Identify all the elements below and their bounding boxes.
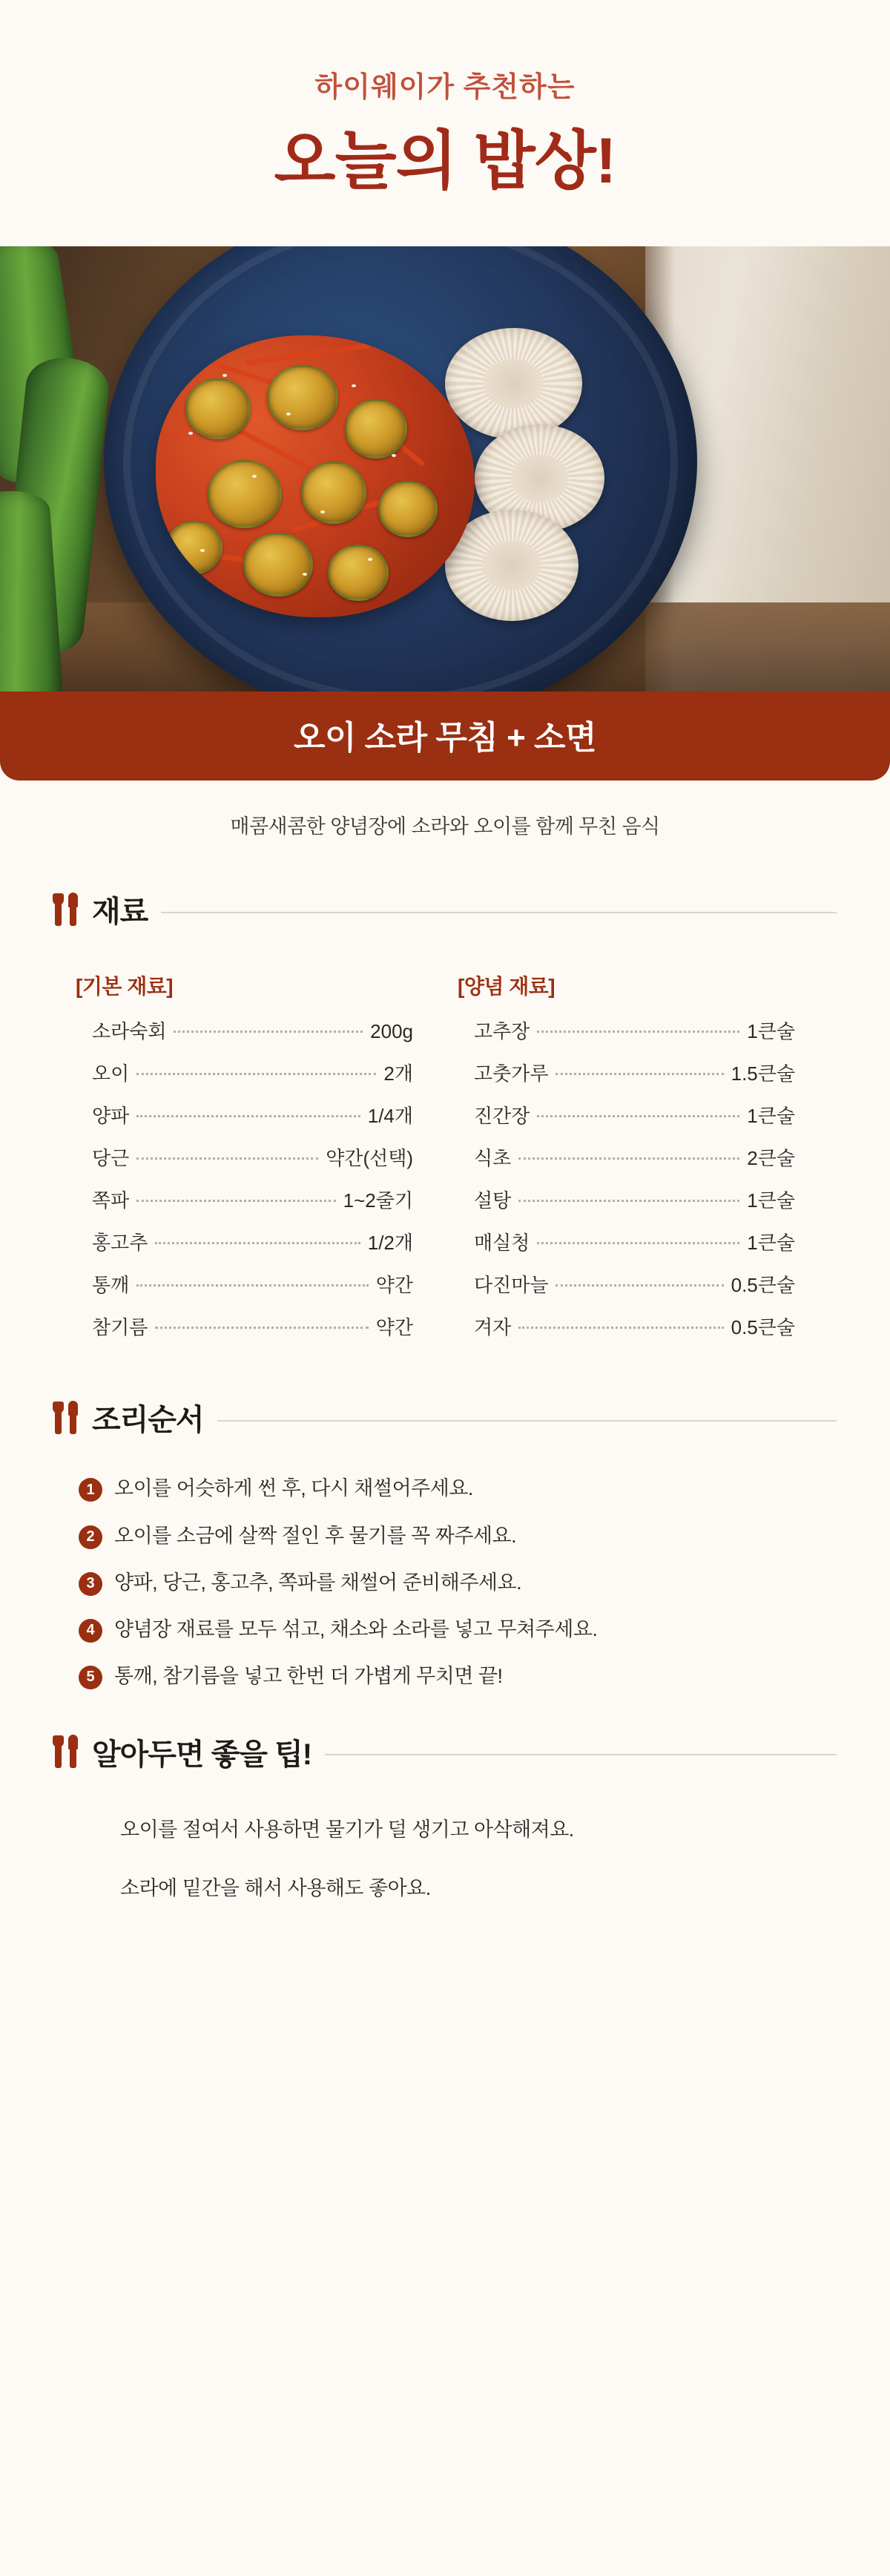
ingredient-name: 쪽파 xyxy=(92,1189,130,1212)
ingredient-name: 소라숙회 xyxy=(92,1020,167,1043)
fork-knife-icon xyxy=(53,893,79,926)
steps-list xyxy=(53,1446,837,1689)
ingredient-row xyxy=(474,1312,795,1340)
page-title: 오늘의 밥상! xyxy=(274,125,616,197)
step-item xyxy=(79,1476,811,1502)
ingredient-amount: 1/2개 xyxy=(367,1232,413,1255)
ingredient-amount: 200g xyxy=(370,1020,413,1043)
ingredient-row xyxy=(474,1228,795,1255)
ingredient-amount: 2큰술 xyxy=(747,1147,795,1170)
step-item xyxy=(79,1663,811,1689)
step-text: 양파, 당근, 홍고추, 쪽파를 채썰어 준비해주세요. xyxy=(114,1571,522,1594)
step-number: 1 xyxy=(79,1478,102,1502)
ingredient-group-seasoning xyxy=(458,970,795,1355)
tips-heading xyxy=(53,1731,837,1773)
ingredient-row xyxy=(474,1101,795,1128)
ingredient-amount: 1.5큰술 xyxy=(731,1062,795,1085)
divider xyxy=(161,912,837,913)
step-item xyxy=(79,1617,811,1643)
leader-dots xyxy=(518,1157,739,1160)
ingredient-name: 설탕 xyxy=(474,1189,512,1212)
ingredient-row xyxy=(92,1143,413,1171)
leader-dots xyxy=(556,1073,723,1075)
ingredient-row xyxy=(474,1270,795,1298)
ingredient-name: 양파 xyxy=(92,1105,130,1128)
ingredient-name: 식초 xyxy=(474,1147,512,1170)
bottom-spacer xyxy=(0,1931,890,2020)
ingredient-row xyxy=(92,1228,413,1255)
ingredient-row xyxy=(92,1186,413,1213)
ingredient-row xyxy=(474,1143,795,1171)
ingredient-amount: 1큰술 xyxy=(747,1189,795,1212)
ingredients-title: 재료 xyxy=(92,896,148,929)
ingredient-amount: 약간 xyxy=(375,1316,413,1339)
ingredient-row xyxy=(474,1059,795,1086)
leader-dots xyxy=(136,1200,335,1202)
ingredient-amount: 약간(선택) xyxy=(326,1147,413,1170)
leader-dots xyxy=(174,1031,363,1033)
leader-dots xyxy=(155,1242,360,1244)
ingredient-amount: 1~2줄기 xyxy=(343,1189,413,1212)
tip-item: 소라에 밑간을 해서 사용해도 좋아요. xyxy=(120,1876,431,1899)
step-number: 2 xyxy=(79,1525,102,1549)
leader-dots xyxy=(518,1200,739,1202)
ingredient-row xyxy=(474,1186,795,1213)
ingredient-name: 매실청 xyxy=(474,1232,530,1255)
ingredient-name: 통깨 xyxy=(92,1274,130,1297)
step-number: 4 xyxy=(79,1619,102,1643)
ingredient-row xyxy=(92,1101,413,1128)
step-item xyxy=(79,1570,811,1596)
leader-dots xyxy=(518,1327,723,1329)
leader-dots xyxy=(136,1115,360,1117)
dish-photo xyxy=(0,246,890,691)
ingredient-name: 겨자 xyxy=(474,1316,512,1339)
ingredient-amount: 1큰술 xyxy=(747,1232,795,1255)
tip-item: 오이를 절여서 사용하면 물기가 덜 생기고 아삭해져요. xyxy=(120,1818,574,1841)
fork-knife-icon xyxy=(53,1402,79,1434)
ingredient-name: 다진마늘 xyxy=(474,1274,549,1297)
ingredients-heading xyxy=(53,888,837,930)
ingredient-amount: 0.5큰술 xyxy=(731,1316,795,1339)
ingredients-columns xyxy=(53,938,837,1355)
step-text: 오이를 소금에 살짝 절인 후 물기를 꼭 짜주세요. xyxy=(114,1524,517,1547)
ingredient-row xyxy=(92,1270,413,1298)
ingredient-amount: 1큰술 xyxy=(747,1020,795,1043)
dish-name-bar xyxy=(0,691,890,781)
steps-heading xyxy=(53,1396,837,1439)
step-text: 통깨, 참기름을 넣고 한번 더 가볍게 무치면 끝! xyxy=(114,1664,503,1687)
leader-dots xyxy=(155,1327,368,1329)
ingredient-group-basic xyxy=(76,970,413,1355)
dish-description: 매콤새콤한 양념장에 소라와 오이를 함께 무친 음식 xyxy=(230,815,660,838)
group-title: [양념 재료] xyxy=(458,975,556,999)
noodle-roll xyxy=(445,328,582,439)
step-item xyxy=(79,1523,811,1549)
ingredient-name: 참기름 xyxy=(92,1316,148,1339)
header-subtitle: 하이웨이가 추천하는 xyxy=(314,72,576,103)
divider xyxy=(217,1420,837,1422)
tips-list xyxy=(53,1781,837,1901)
leader-dots xyxy=(537,1031,739,1033)
ingredient-name: 오이 xyxy=(92,1062,130,1085)
leader-dots xyxy=(537,1242,739,1244)
steps-section xyxy=(0,1396,890,1689)
ingredient-name: 고추장 xyxy=(474,1020,530,1043)
ingredient-amount: 1/4개 xyxy=(367,1105,413,1128)
ingredient-name: 당근 xyxy=(92,1147,130,1170)
leader-dots xyxy=(136,1073,376,1075)
ingredient-name: 고춧가루 xyxy=(474,1062,549,1085)
ingredient-amount: 2개 xyxy=(383,1062,413,1085)
leader-dots xyxy=(136,1284,369,1287)
page-header xyxy=(0,0,890,246)
ingredient-row xyxy=(474,1016,795,1044)
step-text: 양념장 재료를 모두 섞고, 채소와 소라를 넣고 무쳐주세요. xyxy=(114,1617,598,1640)
divider xyxy=(325,1754,837,1755)
ingredient-row xyxy=(92,1016,413,1044)
steps-title: 조리순서 xyxy=(92,1404,204,1437)
ingredients-section xyxy=(0,888,890,1355)
step-text: 오이를 어슷하게 썬 후, 다시 채썰어주세요. xyxy=(114,1477,473,1500)
tips-section xyxy=(0,1731,890,1901)
step-number: 5 xyxy=(79,1666,102,1689)
step-number: 3 xyxy=(79,1572,102,1596)
dish-name: 오이 소라 무침 + 소면 xyxy=(293,720,597,757)
ingredient-row xyxy=(92,1059,413,1086)
ingredient-name: 홍고추 xyxy=(92,1232,148,1255)
group-title: [기본 재료] xyxy=(76,975,174,999)
leader-dots xyxy=(136,1157,318,1160)
fork-knife-icon xyxy=(53,1735,79,1768)
leader-dots xyxy=(556,1284,723,1287)
ingredient-name: 진간장 xyxy=(474,1105,530,1128)
tips-title: 알아두면 좋을 팁! xyxy=(92,1738,312,1771)
ingredient-row xyxy=(92,1312,413,1340)
ingredient-amount: 약간 xyxy=(375,1274,413,1297)
ingredient-amount: 0.5큰술 xyxy=(731,1274,795,1297)
leader-dots xyxy=(537,1115,739,1117)
ingredient-amount: 1큰술 xyxy=(747,1105,795,1128)
